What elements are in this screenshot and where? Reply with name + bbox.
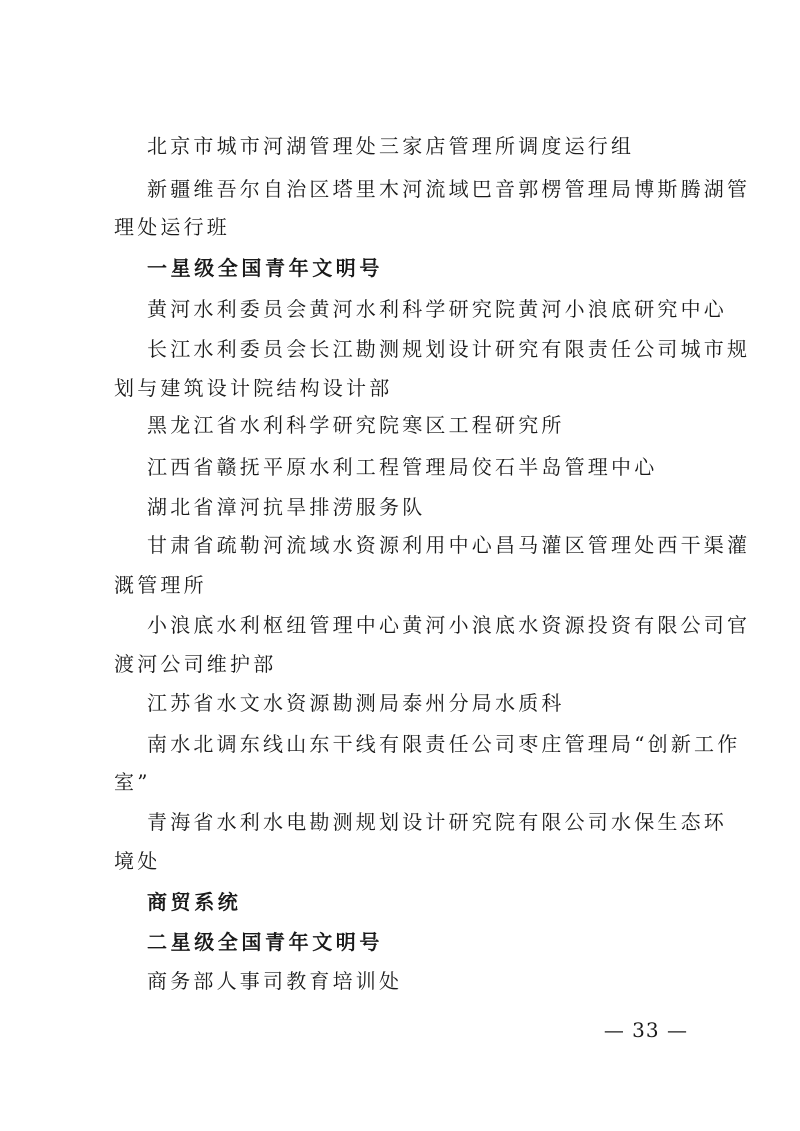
entry-line: 小浪底水利枢纽管理中心黄河小浪底水资源投资有限公司官 bbox=[147, 613, 751, 637]
entry-line-continuation: 渡河公司维护部 bbox=[114, 652, 277, 676]
entry-line: 北京市城市河湖管理处三家店管理所调度运行组 bbox=[147, 134, 635, 158]
entry-line-continuation: 境处 bbox=[114, 849, 161, 873]
section-heading: 二星级全国青年文明号 bbox=[147, 930, 383, 954]
entry-line: 湖北省漳河抗旱排涝服务队 bbox=[147, 495, 426, 519]
section-heading: 一星级全国青年文明号 bbox=[147, 256, 383, 280]
entry-line: 黄河水利委员会黄河水利科学研究院黄河小浪底研究中心 bbox=[147, 297, 727, 321]
entry-line: 长江水利委员会长江勘测规划设计研究有限责任公司城市规 bbox=[147, 337, 751, 361]
entry-line: 黑龙江省水利科学研究院寒区工程研究所 bbox=[147, 413, 565, 437]
page-number: — 33 — bbox=[603, 1018, 688, 1042]
entry-line: 南水北调东线山东干线有限责任公司枣庄管理局“创新工作 bbox=[147, 732, 741, 756]
entry-line: 青海省水利水电勘测规划设计研究院有限公司水保生态环 bbox=[147, 810, 727, 834]
entry-line-continuation: 理处运行班 bbox=[114, 215, 230, 239]
entry-line: 江西省赣抚平原水利工程管理局佼石半岛管理中心 bbox=[147, 455, 658, 479]
entry-line-continuation: 室” bbox=[114, 770, 151, 794]
entry-line: 商务部人事司教育培训处 bbox=[147, 969, 403, 993]
entry-line-continuation: 划与建筑设计院结构设计部 bbox=[114, 376, 393, 400]
entry-line: 甘肃省疏勒河流域水资源利用中心昌马灌区管理处西干渠灌 bbox=[147, 533, 751, 557]
entry-line: 江苏省水文水资源勘测局泰州分局水质科 bbox=[147, 691, 565, 715]
entry-line-continuation: 溉管理所 bbox=[114, 573, 207, 597]
section-heading: 商贸系统 bbox=[147, 890, 242, 914]
entry-line: 新疆维吾尔自治区塔里木河流域巴音郭楞管理局博斯腾湖管 bbox=[147, 177, 751, 201]
